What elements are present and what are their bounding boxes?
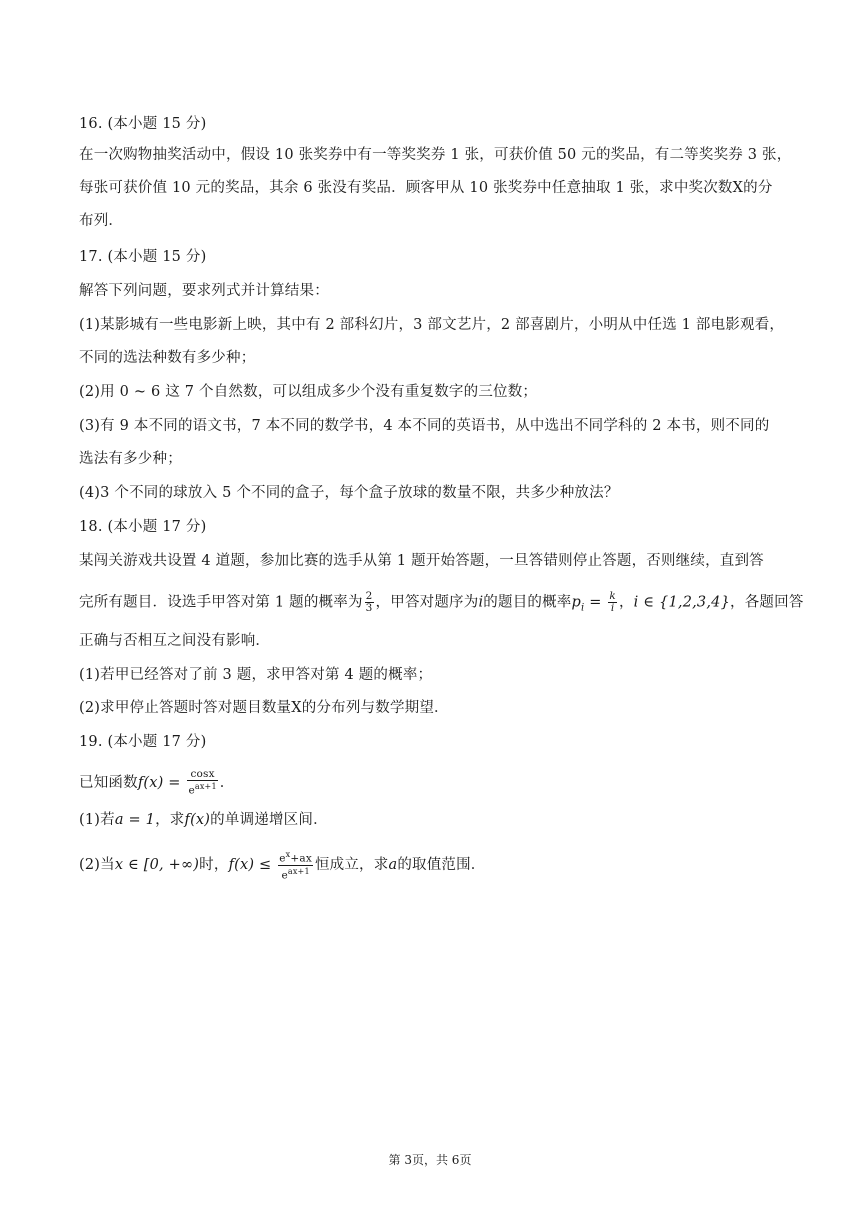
q19-fraction-inequality: $\frac{e^x+ax}{e^{ax+1}}$ [279,850,312,881]
q17-part2: (2)用 0 ~ 6 这 7 个自然数，可以组成多少个没有重复数字的三位数； [79,384,538,400]
q18-line-1: 某闯关游戏共设置 4 道题，参加比赛的选手从第 1 题开始答题，一旦答错则停止答题，否则继续，直到答 [79,553,764,569]
q16-line-2: 每张可获价值 10 元的奖品，其余 6 张没有奖品．顾客甲从 10 张奖券中任意抽取 1 张，求中奖次数X的分 [79,180,773,196]
q18-fraction-first-prob: $\frac{2}{3}$ [365,590,373,614]
q18-header: 18. (本小题 17 分) [79,519,207,535]
q18-part2: (2)求甲停止答题时答对题目数量X的分布列与数学期望． [79,700,449,716]
page-footer: 第 3页，共 6页 [388,1153,472,1167]
q18-part1: (1)若甲已经答对了前 3 题，求甲答对第 4 题的概率； [79,667,433,683]
q16-line-3: 布列． [79,213,124,229]
q18-line-2: 完所有题目．设选手甲答对第 1 题的概率为 $\frac{2}{3}$ ，甲答对题序为i的题目的概率$p_i$ = $\frac{k}{i}$ ，i ∈ {1,2,3,4}，各题回答 [79,590,804,614]
q17-header: 17. (本小题 15 分) [79,249,207,265]
q17-part3-line2: 选法有多少种； [79,451,182,467]
q19-fraction-cos: $\frac{\cos x}{e^{ax+1}}$ [188,768,217,797]
q17-part4: (4)3 个不同的球放入 5 个不同的盒子，每个盒子放球的数量不限，共多少种放法？ [79,485,619,501]
q19-header: 19. (本小题 17 分) [79,734,207,750]
q16-header: 16. (本小题 15 分) [79,116,207,132]
q17-part1-line2: 不同的选法种数有多少种； [79,350,256,366]
q17-intro: 解答下列问题，要求列式并计算结果： [79,283,329,299]
q19-intro: 已知函数f(x) = $\frac{\cos x}{e^{ax+1}}$ ． [79,768,235,797]
q16-line-1: 在一次购物抽奖活动中，假设 10 张奖券中有一等奖奖券 1 张，可获价值 50 元的奖品，有二等奖奖券 3 张， [79,147,792,163]
q17-part3-line1: (3)有 9 本不同的语文书，7 本不同的数学书，4 本不同的英语书，从中选出不同学科的 2 本书，则不同的 [79,418,770,434]
q19-part1: (1)若a = 1，求f(x)的单调递增区间． [79,812,328,828]
q18-fraction-k-over-i: $\frac{k}{i}$ [609,590,616,614]
q17-part1-line1: (1)某影城有一些电影新上映，其中有 2 部科幻片，3 部文艺片，2 部喜剧片，小明从中任选 1 部电影观看， [79,317,785,333]
q18-line-3: 正确与否相互之间没有影响． [79,633,271,649]
q19-part2: (2)当x ∈ [0, +∞)时，f(x) ≤ $\frac{e^x+ax}{e^{ax+1}}$ 恒成立，求a的取值范围． [79,850,486,881]
